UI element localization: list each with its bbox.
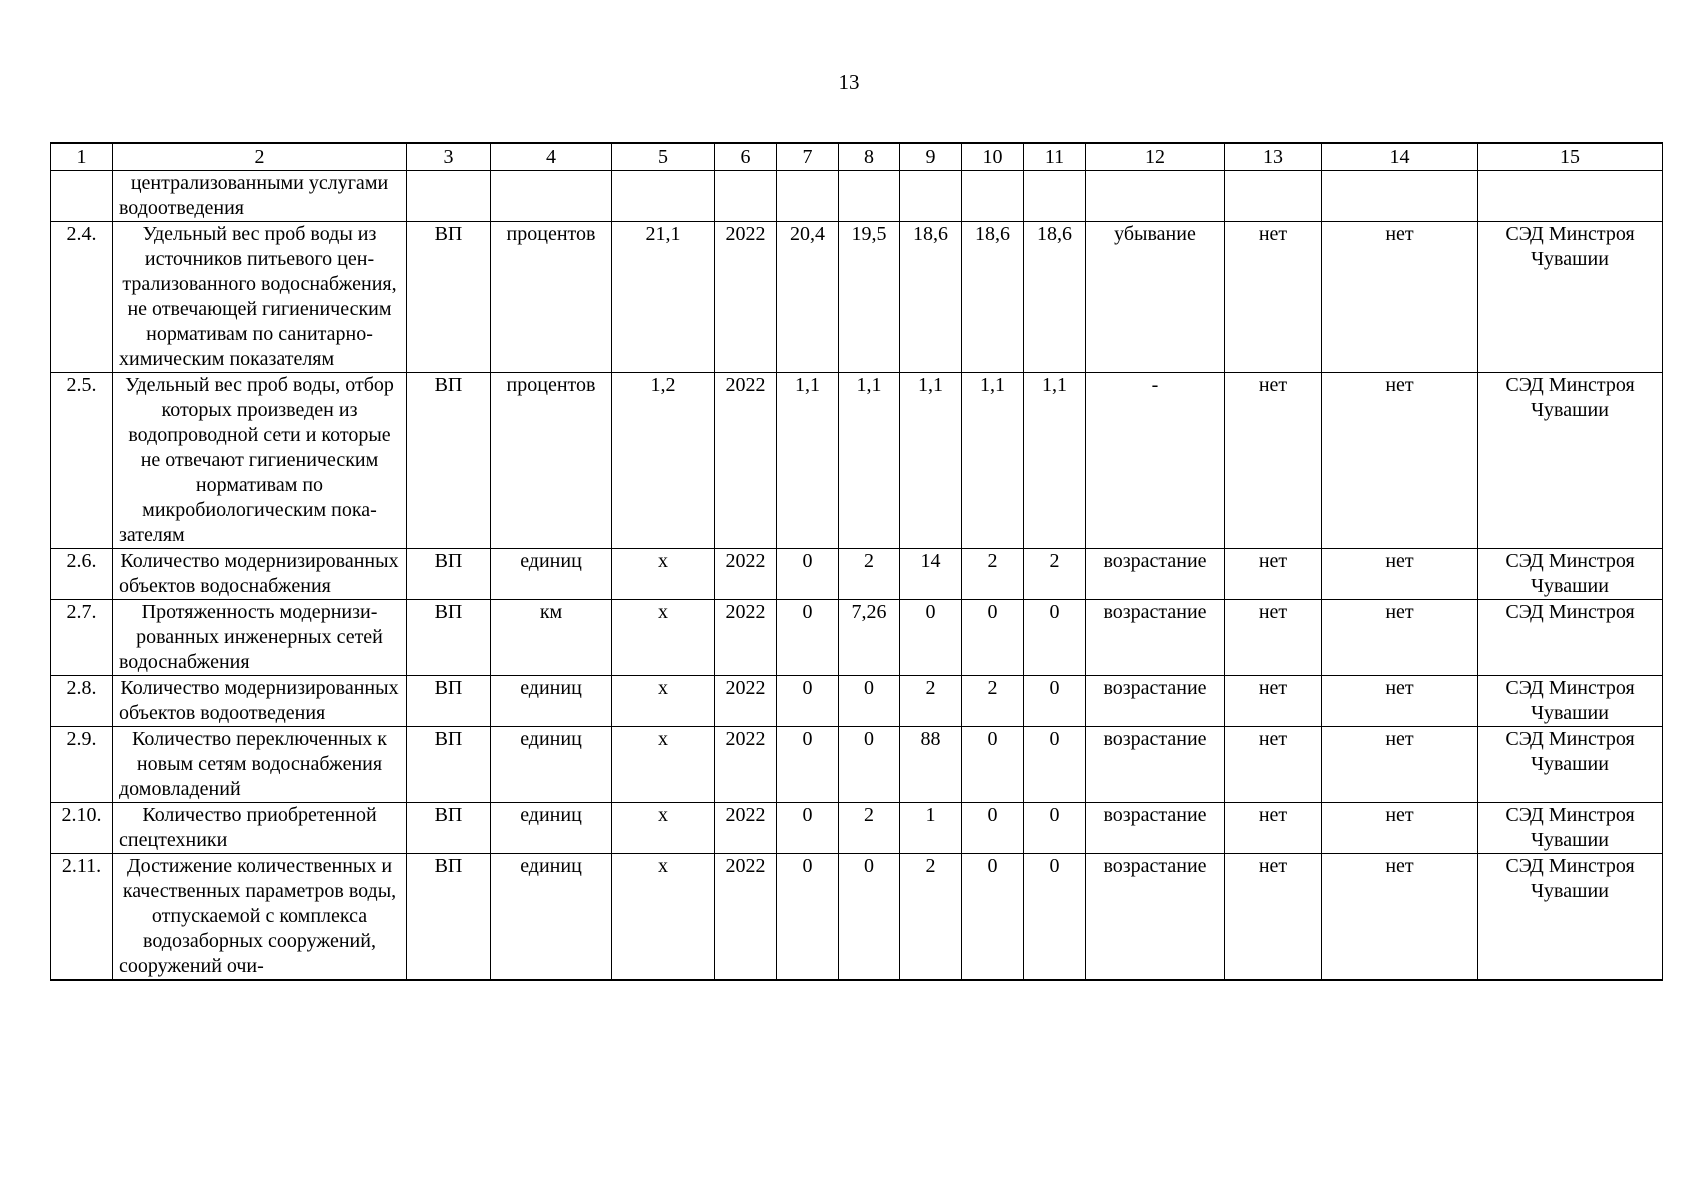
base-year: 2022 — [715, 727, 777, 803]
data-source: СЭД Минстроя Чувашии — [1478, 676, 1663, 727]
col-13-value: нет — [1225, 727, 1322, 803]
unit-of-measure: единиц — [491, 676, 612, 727]
row-number: 2.5. — [51, 373, 113, 549]
row-number: 2.11. — [51, 854, 113, 981]
base-year: 2022 — [715, 222, 777, 373]
indicator-name: централизованными услугами водоотведения — [113, 171, 407, 222]
value-col-10: 0 — [962, 727, 1024, 803]
column-header: 3 — [407, 143, 491, 171]
column-header: 8 — [839, 143, 900, 171]
column-header: 4 — [491, 143, 612, 171]
trend: возрастание — [1086, 549, 1225, 600]
value-col-10: 2 — [962, 676, 1024, 727]
row-number: 2.8. — [51, 676, 113, 727]
value-col-7: 0 — [777, 727, 839, 803]
value-col-7: 0 — [777, 676, 839, 727]
base-value: х — [612, 803, 715, 854]
value-col-7: 0 — [777, 854, 839, 981]
base-value: х — [612, 854, 715, 981]
value-col-7: 0 — [777, 600, 839, 676]
value-col-7: 0 — [777, 549, 839, 600]
col-13-value: нет — [1225, 676, 1322, 727]
value-col-7: 20,4 — [777, 222, 839, 373]
value-col-8: 7,26 — [839, 600, 900, 676]
column-number-row — [51, 143, 1663, 171]
base-value: х — [612, 549, 715, 600]
page-number: 13 — [838, 70, 860, 94]
table-row — [51, 854, 1663, 981]
trend: возрастание — [1086, 727, 1225, 803]
row-number: 2.10. — [51, 803, 113, 854]
indicator-type: ВП — [407, 600, 491, 676]
value-col-10: 1,1 — [962, 373, 1024, 549]
data-source: СЭД Минстроя Чувашии — [1478, 222, 1663, 373]
value-col-9: 2 — [900, 854, 962, 981]
col-13-value: нет — [1225, 222, 1322, 373]
value-col-10: 2 — [962, 549, 1024, 600]
indicator-name: Достижение количественных и качественных параметров воды, отпускаемой с комплекса водозаборных сооружений, сооружений очи- — [113, 854, 407, 981]
column-header: 14 — [1322, 143, 1478, 171]
table-row — [51, 222, 1663, 373]
value-col-8: 0 — [839, 727, 900, 803]
value-col-8: 0 — [839, 676, 900, 727]
column-header: 13 — [1225, 143, 1322, 171]
value-col-10: 0 — [962, 803, 1024, 854]
indicator-name: Количество модернизированных объектов водоотведения — [113, 676, 407, 727]
indicator-type: ВП — [407, 549, 491, 600]
value-col-11: 0 — [1024, 676, 1086, 727]
unit-of-measure: единиц — [491, 854, 612, 981]
indicator-name: Количество модернизированных объектов водоснабжения — [113, 549, 407, 600]
value-col-7: 1,1 — [777, 373, 839, 549]
base-year: 2022 — [715, 803, 777, 854]
column-header: 5 — [612, 143, 715, 171]
table-row — [51, 600, 1663, 676]
indicator-type: ВП — [407, 676, 491, 727]
unit-of-measure: км — [491, 600, 612, 676]
column-header: 1 — [51, 143, 113, 171]
value-col-11: 0 — [1024, 803, 1086, 854]
trend: убывание — [1086, 222, 1225, 373]
trend: возрастание — [1086, 854, 1225, 981]
data-source: СЭД Минстроя Чувашии — [1478, 549, 1663, 600]
value-col-7: 0 — [777, 803, 839, 854]
value-col-8: 19,5 — [839, 222, 900, 373]
base-year: 2022 — [715, 676, 777, 727]
value-col-8: 1,1 — [839, 373, 900, 549]
trend: возрастание — [1086, 600, 1225, 676]
table-row — [51, 373, 1663, 549]
column-header: 15 — [1478, 143, 1663, 171]
value-col-9: 14 — [900, 549, 962, 600]
value-col-9: 2 — [900, 676, 962, 727]
base-value: 21,1 — [612, 222, 715, 373]
col-13-value: нет — [1225, 854, 1322, 981]
col-14-value: нет — [1322, 854, 1478, 981]
data-source: СЭД Минстроя Чувашии — [1478, 373, 1663, 549]
indicator-name: Удельный вес проб воды, отбор которых произведен из водопроводной сети и которые не отвечают гигиеническим нормативам по микробиологическим показателям — [113, 373, 407, 549]
value-col-8: 2 — [839, 803, 900, 854]
base-year: 2022 — [715, 600, 777, 676]
table-row — [51, 727, 1663, 803]
indicator-type: ВП — [407, 222, 491, 373]
column-header: 9 — [900, 143, 962, 171]
value-col-11: 0 — [1024, 727, 1086, 803]
value-col-8: 0 — [839, 854, 900, 981]
indicator-type: ВП — [407, 854, 491, 981]
value-col-11: 18,6 — [1024, 222, 1086, 373]
unit-of-measure: единиц — [491, 727, 612, 803]
table-row — [51, 549, 1663, 600]
col-14-value: нет — [1322, 803, 1478, 854]
trend: возрастание — [1086, 676, 1225, 727]
indicator-name: Протяженность модернизированных инженерных сетей водоснабжения — [113, 600, 407, 676]
col-13-value: нет — [1225, 549, 1322, 600]
unit-of-measure: процентов — [491, 373, 612, 549]
indicator-name: Удельный вес проб воды из источников питьевого централизованного водоснабжения, не отвечающей гигиеническим нормативам по санитарно-химическим показателям — [113, 222, 407, 373]
data-source: СЭД Минстроя Чувашии — [1478, 727, 1663, 803]
indicator-name: Количество приобретенной спецтехники — [113, 803, 407, 854]
value-col-9: 0 — [900, 600, 962, 676]
table-row — [51, 803, 1663, 854]
row-number: 2.7. — [51, 600, 113, 676]
value-col-11: 2 — [1024, 549, 1086, 600]
col-14-value: нет — [1322, 222, 1478, 373]
col-14-value: нет — [1322, 676, 1478, 727]
data-source: СЭД Минстроя Чувашии — [1478, 854, 1663, 981]
indicators-table — [50, 142, 1663, 981]
table-body — [51, 171, 1663, 981]
column-header: 12 — [1086, 143, 1225, 171]
col-13-value: нет — [1225, 803, 1322, 854]
col-14-value: нет — [1322, 600, 1478, 676]
value-col-9: 1,1 — [900, 373, 962, 549]
col-13-value: нет — [1225, 373, 1322, 549]
value-col-11: 0 — [1024, 854, 1086, 981]
base-year: 2022 — [715, 549, 777, 600]
col-13-value: нет — [1225, 600, 1322, 676]
col-14-value: нет — [1322, 373, 1478, 549]
base-value: х — [612, 727, 715, 803]
indicator-name: Количество переключенных к новым сетям водоснабжения домовладений — [113, 727, 407, 803]
value-col-10: 0 — [962, 854, 1024, 981]
table-row — [51, 676, 1663, 727]
base-value: х — [612, 600, 715, 676]
column-header: 11 — [1024, 143, 1086, 171]
unit-of-measure: единиц — [491, 549, 612, 600]
unit-of-measure: процентов — [491, 222, 612, 373]
col-14-value: нет — [1322, 727, 1478, 803]
value-col-11: 0 — [1024, 600, 1086, 676]
indicator-type: ВП — [407, 803, 491, 854]
base-value: х — [612, 676, 715, 727]
col-14-value: нет — [1322, 549, 1478, 600]
value-col-8: 2 — [839, 549, 900, 600]
continuation-row — [51, 171, 1663, 222]
data-source: СЭД Минстроя — [1478, 600, 1663, 676]
value-col-11: 1,1 — [1024, 373, 1086, 549]
column-header: 6 — [715, 143, 777, 171]
value-col-9: 88 — [900, 727, 962, 803]
value-col-10: 18,6 — [962, 222, 1024, 373]
row-number: 2.9. — [51, 727, 113, 803]
trend: - — [1086, 373, 1225, 549]
base-year: 2022 — [715, 373, 777, 549]
column-header: 10 — [962, 143, 1024, 171]
row-number: 2.6. — [51, 549, 113, 600]
column-header: 7 — [777, 143, 839, 171]
unit-of-measure: единиц — [491, 803, 612, 854]
base-year: 2022 — [715, 854, 777, 981]
value-col-10: 0 — [962, 600, 1024, 676]
row-number: 2.4. — [51, 222, 113, 373]
indicator-type: ВП — [407, 727, 491, 803]
value-col-9: 18,6 — [900, 222, 962, 373]
value-col-9: 1 — [900, 803, 962, 854]
trend: возрастание — [1086, 803, 1225, 854]
column-header: 2 — [113, 143, 407, 171]
indicator-type: ВП — [407, 373, 491, 549]
data-source: СЭД Минстроя Чувашии — [1478, 803, 1663, 854]
base-value: 1,2 — [612, 373, 715, 549]
